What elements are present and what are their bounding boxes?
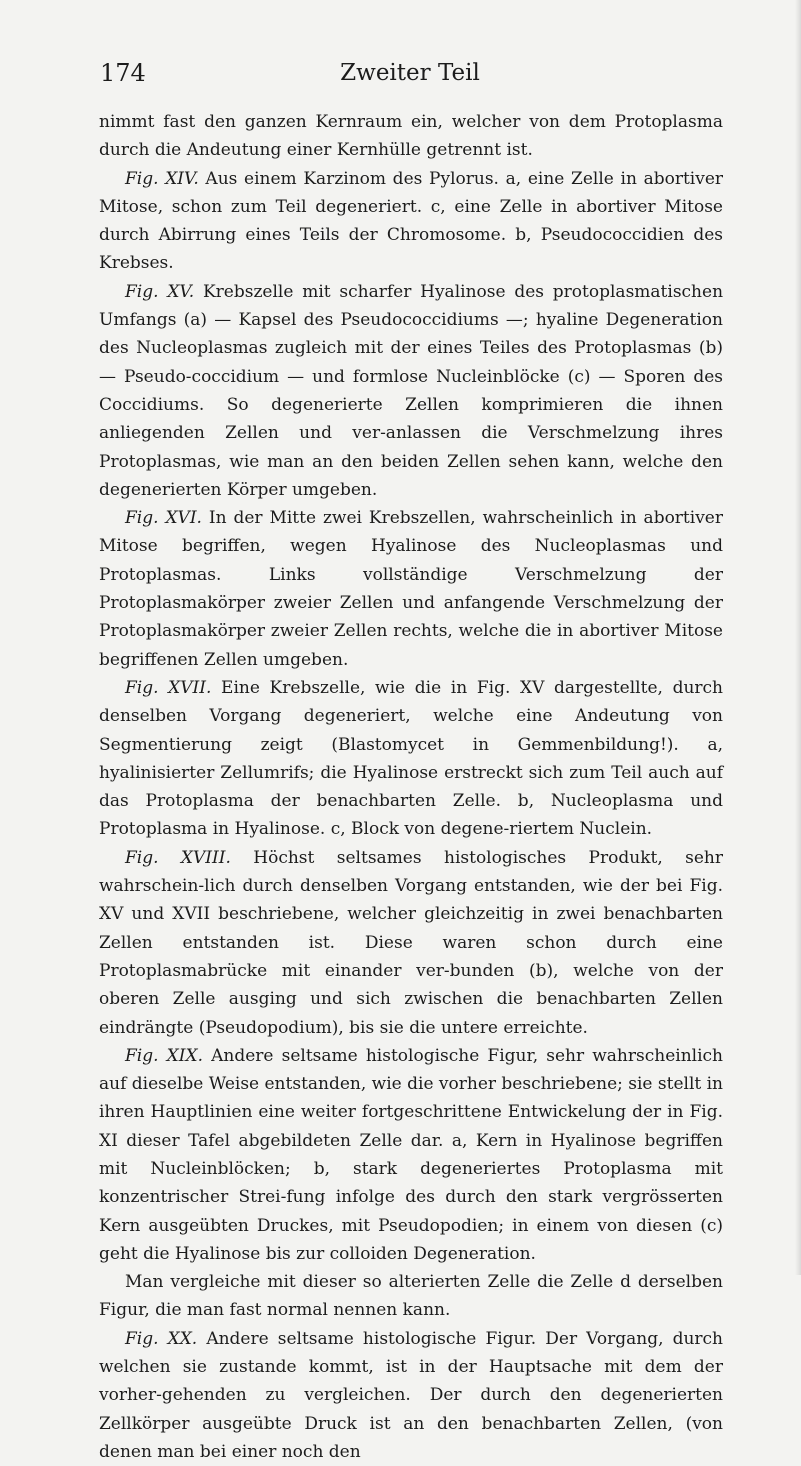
paragraph-text: Aus einem Karzinom des Pylorus. a, eine Zelle in abortiver Mitose, schon zum Teil degeneriert. c, eine Zelle in abortiver Mitose durch Abirrung eines Teils der Chromosome. b, Pseudococcidien des Krebses. xyxy=(99,168,724,274)
paragraph-fig-xx xyxy=(99,1325,723,1466)
paragraph-continuation xyxy=(99,108,723,165)
paragraph-text: Höchst seltsames histologisches Produkt, sehr wahrschein-lich durch denselben Vorgang entstanden, wie der bei Fig. XV und XVII beschriebene, welcher gleichzeitig in zwei benachbarten Zellen entstanden ist. Diese waren schon durch eine Protoplasmabrücke mit einander ver-bunden (b), welche von der oberen Zelle ausging und sich zwischen die benachbarten Zellen eindrängte (Pseudopodium), bis sie die untere erreichte. xyxy=(99,847,723,1038)
figure-label: Fig. XVII. xyxy=(125,677,212,698)
running-head-title: Zweiter Teil xyxy=(340,60,480,86)
paragraph-fig-xvii xyxy=(99,674,723,844)
paragraph-fig-xiv xyxy=(99,165,723,278)
paragraph-text: Andere seltsame histologische Figur. Der Vorgang, durch welchen sie zustande kommt, ist in der Hauptsache mit dem der vorher-gehenden zu vergleichen. Der durch den degenerierten Zellkörper ausgeübte Druck ist an den benachbarten Zellen, (von denen man bei einer noch den xyxy=(99,1328,724,1462)
paragraph-fig-xix xyxy=(99,1042,723,1268)
figure-label: Fig. XX. xyxy=(125,1328,198,1349)
figure-label: Fig. XVIII. xyxy=(125,847,231,868)
paragraph-text: Man vergleiche mit dieser so alterierten Zelle die Zelle d derselben Figur, die man fast normal nennen kann. xyxy=(99,1272,723,1321)
running-head xyxy=(100,58,720,88)
paragraph-text: Krebszelle mit scharfer Hyalinose des protoplasmatischen Umfangs (a) — Kapsel des Pseudococcidiums —; hyaline Degeneration des Nucleoplasmas zugleich mit der eines Teiles des Protoplasmas (b) — Pseudo-coccidium — und formlose Nucleinblöcke (c) — Sporen des Coccidiums. So degenerierte Zellen komprimieren die ihnen anliegenden Zellen und ver-anlassen die Verschmelzung ihres Protoplasmas, wie man an den beiden Zellen sehen kann, welche den degenerierten Körper umgeben. xyxy=(99,281,724,500)
page-number: 174 xyxy=(100,59,146,87)
figure-label: Fig. XV. xyxy=(125,281,195,302)
paragraph-fig-xv xyxy=(99,278,723,504)
paragraph-text: Eine Krebszelle, wie die in Fig. XV dargestellte, durch denselben Vorgang degeneriert, welche eine Andeutung von Segmentierung zeigt (Blastomycet in Gemmenbildung!). a, hyalinisierter Zellumrifs; die Hyalinose erstreckt sich zum Teil auch auf das Protoplasma der benachbarten Zelle. b, Nucleoplasma und Protoplasma in Hyalinose. c, Block von degene-riertem Nuclein. xyxy=(99,677,723,840)
figure-label: Fig. XIV. xyxy=(125,168,199,189)
paragraph-text: Andere seltsame histologische Figur, sehr wahrscheinlich auf dieselbe Weise entstanden, wie die vorher beschriebene; sie stellt in ihren Hauptlinien eine weiter fortgeschrittene Entwickelung der in Fig. XI dieser Tafel abgebildeten Zelle dar. a, Kern in Hyalinose begriffen mit Nucleinblöcken; b, stark degeneriertes Protoplasma mit konzentrischer Strei-fung infolge des durch den stark vergrösserten Kern ausgeübten Druckes, mit Pseudopodien; in einem von diesen (c) geht die Hyalinose bis zur colloiden Degeneration. xyxy=(99,1045,724,1264)
paragraph-fig-xvi xyxy=(99,504,723,674)
figure-label: Fig. XIX. xyxy=(125,1045,203,1066)
body-text xyxy=(99,108,723,1466)
paragraph-text: In der Mitte zwei Krebszellen, wahrscheinlich in abortiver Mitose begriffen, wegen Hyalinose des Nucleoplasmas und Protoplasmas. Links vollständige Verschmelzung der Protoplasmakörper zweier Zellen und anfangende Verschmelzung der Protoplasmakörper zweier Zellen rechts, welche die in abortiver Mitose begriffenen Zellen umgeben. xyxy=(99,508,723,670)
page-edge-shadow xyxy=(795,0,801,1275)
figure-label: Fig. XVI. xyxy=(125,508,202,529)
paragraph-comparison-note xyxy=(99,1268,723,1325)
paragraph-fig-xviii xyxy=(99,844,723,1042)
paragraph-text: nimmt fast den ganzen Kernraum ein, welcher von dem Protoplasma durch die Andeutung einer Kernhülle getrennt ist. xyxy=(99,112,723,161)
